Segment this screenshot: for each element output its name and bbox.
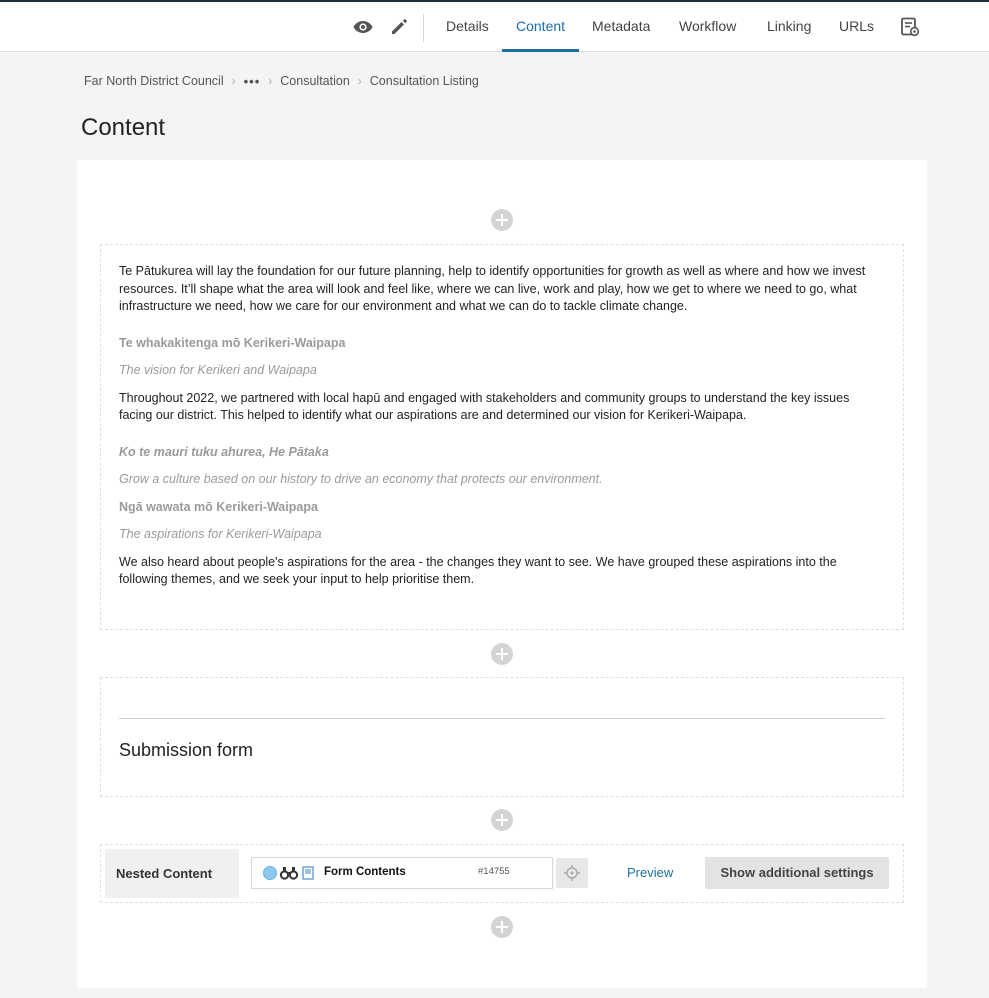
add-section-icon[interactable] bbox=[491, 643, 513, 665]
top-toolbar bbox=[0, 0, 989, 52]
nested-content-label: Nested Content bbox=[105, 849, 239, 898]
status-dot-icon bbox=[263, 866, 277, 880]
nested-content-block bbox=[100, 844, 904, 903]
tab-workflow[interactable]: Workflow bbox=[679, 18, 737, 34]
asset-id: #14755 bbox=[478, 866, 510, 877]
page-title: Content bbox=[81, 114, 166, 141]
breadcrumb-more[interactable]: ••• bbox=[243, 73, 261, 89]
asset-picker[interactable] bbox=[251, 857, 553, 889]
add-section-icon[interactable] bbox=[491, 916, 513, 938]
body-paragraph-aspirations: We also heard about people's aspirations for the area - the changes they want to see. We have grouped these aspirations into the following themes, and we seek your input to help prioritise them. bbox=[119, 554, 837, 586]
add-section-icon[interactable] bbox=[491, 209, 513, 231]
asset-name: Form Contents bbox=[324, 866, 406, 878]
crosshair-icon[interactable] bbox=[556, 858, 588, 888]
page-icon bbox=[302, 866, 314, 885]
preview-link[interactable]: Preview bbox=[627, 865, 674, 880]
breadcrumb-item-consultation-listing[interactable]: Consultation Listing bbox=[369, 74, 479, 88]
submission-form-title: Submission form bbox=[119, 740, 254, 760]
tab-content[interactable]: Content bbox=[502, 2, 579, 52]
add-section-icon[interactable] bbox=[491, 809, 513, 831]
chevron-right-icon: › bbox=[268, 74, 273, 88]
breadcrumb bbox=[84, 72, 479, 90]
heading-vision-maori: Te whakakitenga mō Kerikeri-Waipapa bbox=[119, 335, 346, 350]
subheading-vision: The vision for Kerikeri and Waipapa bbox=[119, 363, 317, 377]
rich-text-block[interactable] bbox=[100, 244, 904, 630]
tab-urls[interactable]: URLs bbox=[839, 18, 875, 34]
intro-paragraph: Te Pātukurea will lay the foundation for our future planning, help to identify opportunities for growth as well as where and how we invest resources. It’ll shape what the area will look and feel like, where we can live, work and play, how we get to where we need to go, what infrastructure we need, how we care for our environment and what we can do to tackle climate change. bbox=[119, 264, 866, 313]
submission-form-block[interactable] bbox=[100, 677, 904, 797]
horizontal-rule bbox=[119, 718, 885, 719]
heading-aspirations-maori: Ngā wawata mō Kerikeri-Waipapa bbox=[119, 499, 318, 514]
binoculars-icon bbox=[280, 866, 298, 885]
heading-mauri: Ko te mauri tuku ahurea, He Pātaka bbox=[119, 444, 329, 459]
pencil-icon[interactable] bbox=[387, 15, 411, 39]
tab-linking[interactable]: Linking bbox=[767, 18, 812, 34]
breadcrumb-item-consultation[interactable]: Consultation bbox=[280, 74, 350, 88]
chevron-right-icon: › bbox=[231, 74, 236, 88]
eye-icon[interactable] bbox=[351, 15, 375, 39]
body-paragraph-vision: Throughout 2022, we partnered with local hapū and engaged with stakeholders and community groups to understand the key issues facing our district. This helped to identify what our aspirations are and determined our vision for Kerikeri-Waipapa. bbox=[119, 390, 850, 422]
chevron-right-icon: › bbox=[357, 74, 362, 88]
settings-page-icon[interactable] bbox=[898, 15, 922, 39]
breadcrumb-item-council[interactable]: Far North District Council bbox=[84, 74, 224, 88]
subheading-aspirations: The aspirations for Kerikeri-Waipapa bbox=[119, 527, 322, 541]
tab-metadata[interactable]: Metadata bbox=[592, 18, 651, 34]
tab-details[interactable]: Details bbox=[446, 18, 489, 34]
show-additional-settings-button[interactable]: Show additional settings bbox=[705, 857, 889, 889]
content-panel bbox=[77, 160, 927, 988]
subheading-culture: Grow a culture based on our history to drive an economy that protects our environment. bbox=[119, 472, 603, 486]
toolbar-divider bbox=[423, 14, 424, 42]
